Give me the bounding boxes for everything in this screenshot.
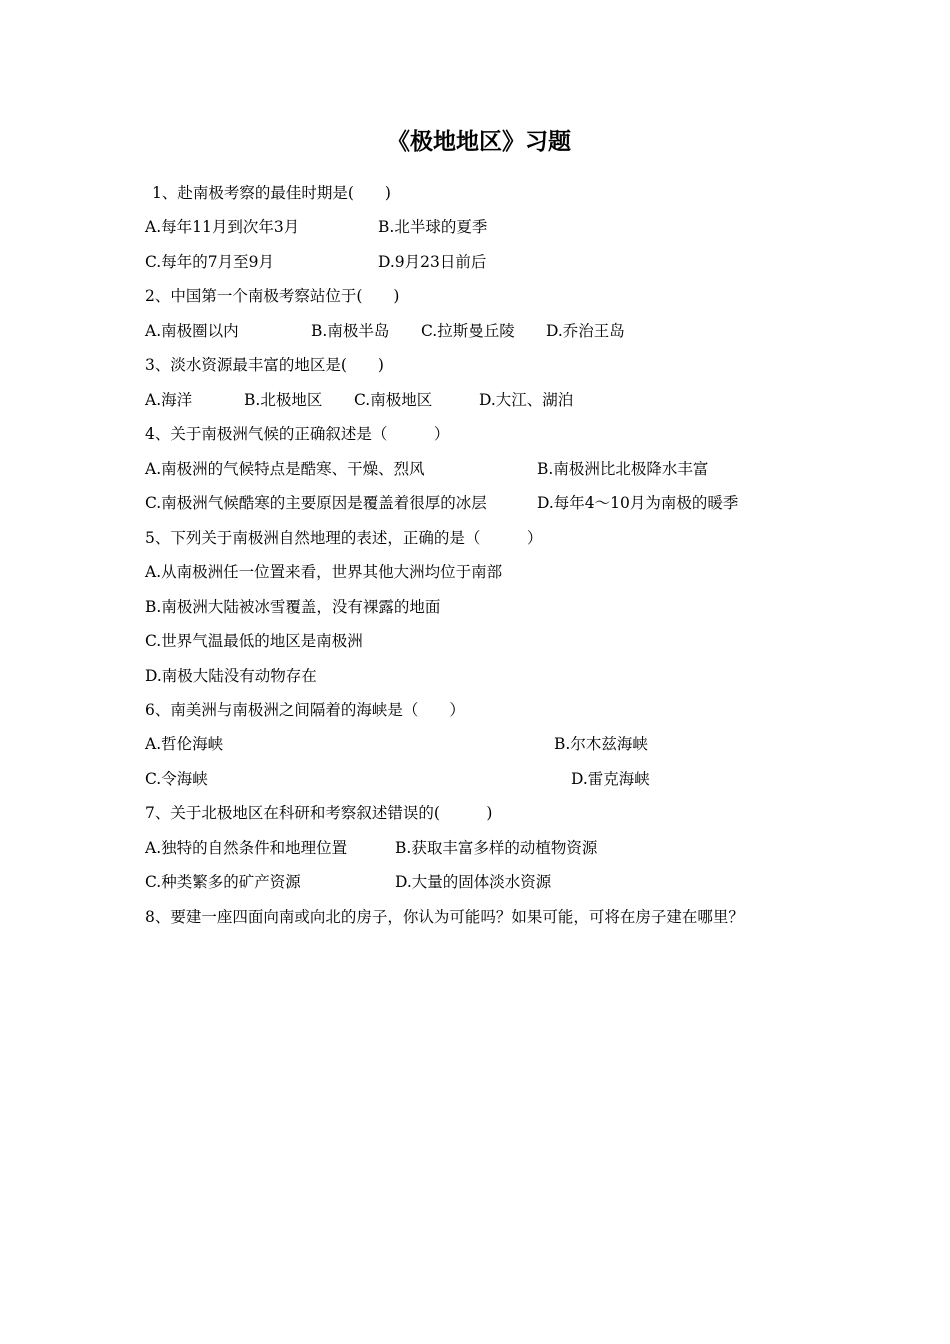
- question-1-option-a: A.每年11月到次年3月: [145, 218, 300, 236]
- question-6-stem: 6、南美洲与南极洲之间隔着的海峡是（ ）: [145, 701, 465, 719]
- question-3-option-d: D.大江、湖泊: [479, 391, 574, 409]
- question-2-option-a: A.南极圈以内: [145, 322, 239, 340]
- question-2-option-c: C.拉斯曼丘陵: [421, 322, 515, 340]
- question-4-option-d: D.每年4～10月为南极的暖季: [537, 494, 739, 512]
- question-4-option-c: C.南极洲气候酷寒的主要原因是覆盖着很厚的冰层: [145, 494, 487, 512]
- question-7-option-a: A.独特的自然条件和地理位置: [145, 839, 348, 857]
- question-6-option-c: C.令海峡: [145, 770, 208, 788]
- question-8-stem: 8、要建一座四面向南或向北的房子，你认为可能吗？如果可能，可将在房子建在哪里？: [145, 908, 744, 926]
- question-7-option-c: C.种类繁多的矿产资源: [145, 873, 301, 891]
- question-1-option-b: B.北半球的夏季: [378, 218, 488, 236]
- question-2-option-d: D.乔治王岛: [546, 322, 625, 340]
- question-5-option-b: B.南极洲大陆被冰雪覆盖，没有裸露的地面: [145, 598, 441, 616]
- question-1-option-c: C.每年的7月至9月: [145, 253, 274, 271]
- page-title: 《极地地区》习题: [387, 128, 571, 155]
- question-6-option-b: B.尔木兹海峡: [554, 735, 648, 753]
- question-4-stem: 4、关于南极洲气候的正确叙述是（ ）: [145, 425, 450, 443]
- question-7-stem: 7、关于北极地区在科研和考察叙述错误的( ): [145, 804, 493, 822]
- question-1-stem: 1、赴南极考察的最佳时期是( ): [152, 184, 391, 202]
- question-3-option-a: A.海洋: [145, 391, 193, 409]
- question-7-option-d: D.大量的固体淡水资源: [395, 873, 552, 891]
- question-7-option-b: B.获取丰富多样的动植物资源: [395, 839, 598, 857]
- question-3-option-c: C.南极地区: [354, 391, 433, 409]
- question-5-stem: 5、下列关于南极洲自然地理的表述，正确的是（ ）: [145, 529, 543, 547]
- question-3-stem: 3、淡水资源最丰富的地区是( ): [145, 356, 384, 374]
- question-5-option-a: A.从南极洲任一位置来看，世界其他大洲均位于南部: [145, 563, 503, 581]
- question-1-option-d: D.9月23日前后: [378, 253, 487, 271]
- question-2-option-b: B.南极半岛: [311, 322, 390, 340]
- question-5-option-c: C.世界气温最低的地区是南极洲: [145, 632, 363, 650]
- question-5-option-d: D.南极大陆没有动物存在: [145, 667, 317, 685]
- question-4-option-b: B.南极洲比北极降水丰富: [537, 460, 709, 478]
- question-2-stem: 2、中国第一个南极考察站位于( ): [145, 287, 400, 305]
- question-6-option-d: D.雷克海峡: [571, 770, 650, 788]
- question-6-option-a: A.哲伦海峡: [145, 735, 224, 753]
- question-4-option-a: A.南极洲的气候特点是酷寒、干燥、烈风: [145, 460, 425, 478]
- question-3-option-b: B.北极地区: [244, 391, 323, 409]
